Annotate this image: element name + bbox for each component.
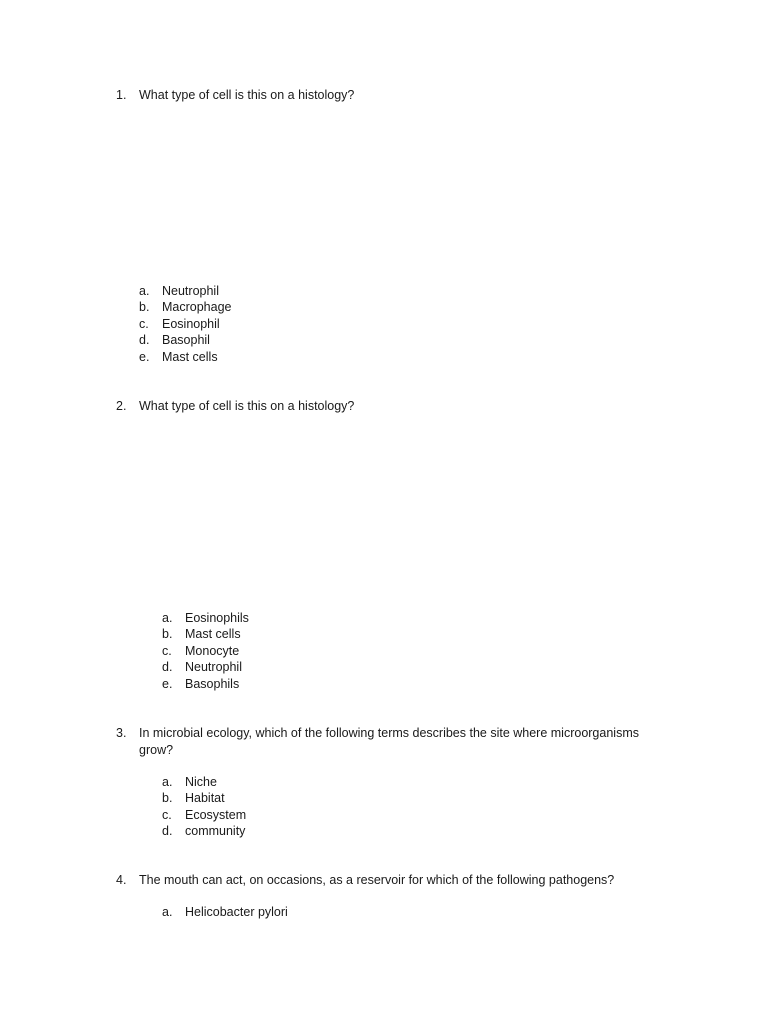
option-text: Eosinophils bbox=[185, 611, 249, 625]
question-2-options bbox=[162, 610, 249, 692]
option-letter: c. bbox=[162, 807, 172, 822]
option-text: Habitat bbox=[185, 791, 225, 806]
question-text: What type of cell is this on a histology? bbox=[139, 399, 355, 413]
option-letter: b. bbox=[162, 627, 173, 642]
option bbox=[162, 904, 288, 920]
question-number: 1. bbox=[116, 88, 127, 102]
option-letter: a. bbox=[139, 284, 150, 298]
question-text: What type of cell is this on a histology? bbox=[139, 88, 355, 102]
option-letter: b. bbox=[139, 300, 150, 315]
question-text: The mouth can act, on occasions, as a reservoir for which of the following pathogens? bbox=[139, 873, 615, 887]
option-text: Basophils bbox=[185, 676, 240, 691]
option bbox=[162, 643, 249, 659]
option-letter: d. bbox=[162, 824, 173, 839]
option-text: Neutrophil bbox=[162, 284, 219, 298]
question-number: 4. bbox=[116, 873, 127, 887]
option-letter: e. bbox=[162, 676, 173, 691]
option-letter: d. bbox=[139, 333, 150, 348]
option bbox=[139, 283, 232, 299]
option bbox=[162, 823, 246, 839]
option-text: Mast cells bbox=[185, 627, 241, 642]
option-letter: a. bbox=[162, 611, 173, 625]
option bbox=[162, 610, 249, 626]
option-letter: d. bbox=[162, 660, 173, 675]
option bbox=[162, 790, 246, 806]
option-text: Eosinophil bbox=[162, 316, 220, 331]
option-text: Mast cells bbox=[162, 349, 218, 364]
option bbox=[139, 316, 232, 332]
option-text: Monocyte bbox=[185, 643, 240, 658]
option-letter: c. bbox=[162, 643, 172, 658]
histology-image-placeholder bbox=[139, 420, 499, 605]
question-number: 2. bbox=[116, 399, 127, 413]
question-3 bbox=[116, 725, 676, 758]
option-text: Basophil bbox=[162, 333, 210, 348]
option-letter: a. bbox=[162, 905, 173, 919]
option-letter: a. bbox=[162, 775, 173, 789]
option-text: Helicobacter pylori bbox=[185, 905, 288, 919]
option-text: community bbox=[185, 824, 246, 839]
question-text: In microbial ecology, which of the following terms describes the site where microorganisms grow? bbox=[139, 726, 639, 757]
option bbox=[162, 626, 249, 642]
question-4 bbox=[116, 872, 676, 889]
option-letter: e. bbox=[139, 349, 150, 364]
option-letter: c. bbox=[139, 316, 149, 331]
option bbox=[139, 349, 232, 365]
option bbox=[139, 332, 232, 348]
question-1-options bbox=[139, 283, 232, 365]
question-4-options bbox=[162, 904, 288, 920]
option-text: Niche bbox=[185, 775, 217, 789]
option-text: Neutrophil bbox=[185, 660, 242, 675]
option bbox=[162, 807, 246, 823]
question-3-options bbox=[162, 774, 246, 840]
option bbox=[162, 659, 249, 675]
option-text: Ecosystem bbox=[185, 807, 247, 822]
option-text: Macrophage bbox=[162, 300, 232, 315]
option-letter: b. bbox=[162, 791, 173, 806]
question-2 bbox=[116, 398, 676, 415]
option bbox=[139, 299, 232, 315]
histology-image-placeholder bbox=[139, 110, 499, 280]
option bbox=[162, 676, 249, 692]
question-number: 3. bbox=[116, 726, 127, 740]
option bbox=[162, 774, 246, 790]
question-1 bbox=[116, 87, 676, 104]
